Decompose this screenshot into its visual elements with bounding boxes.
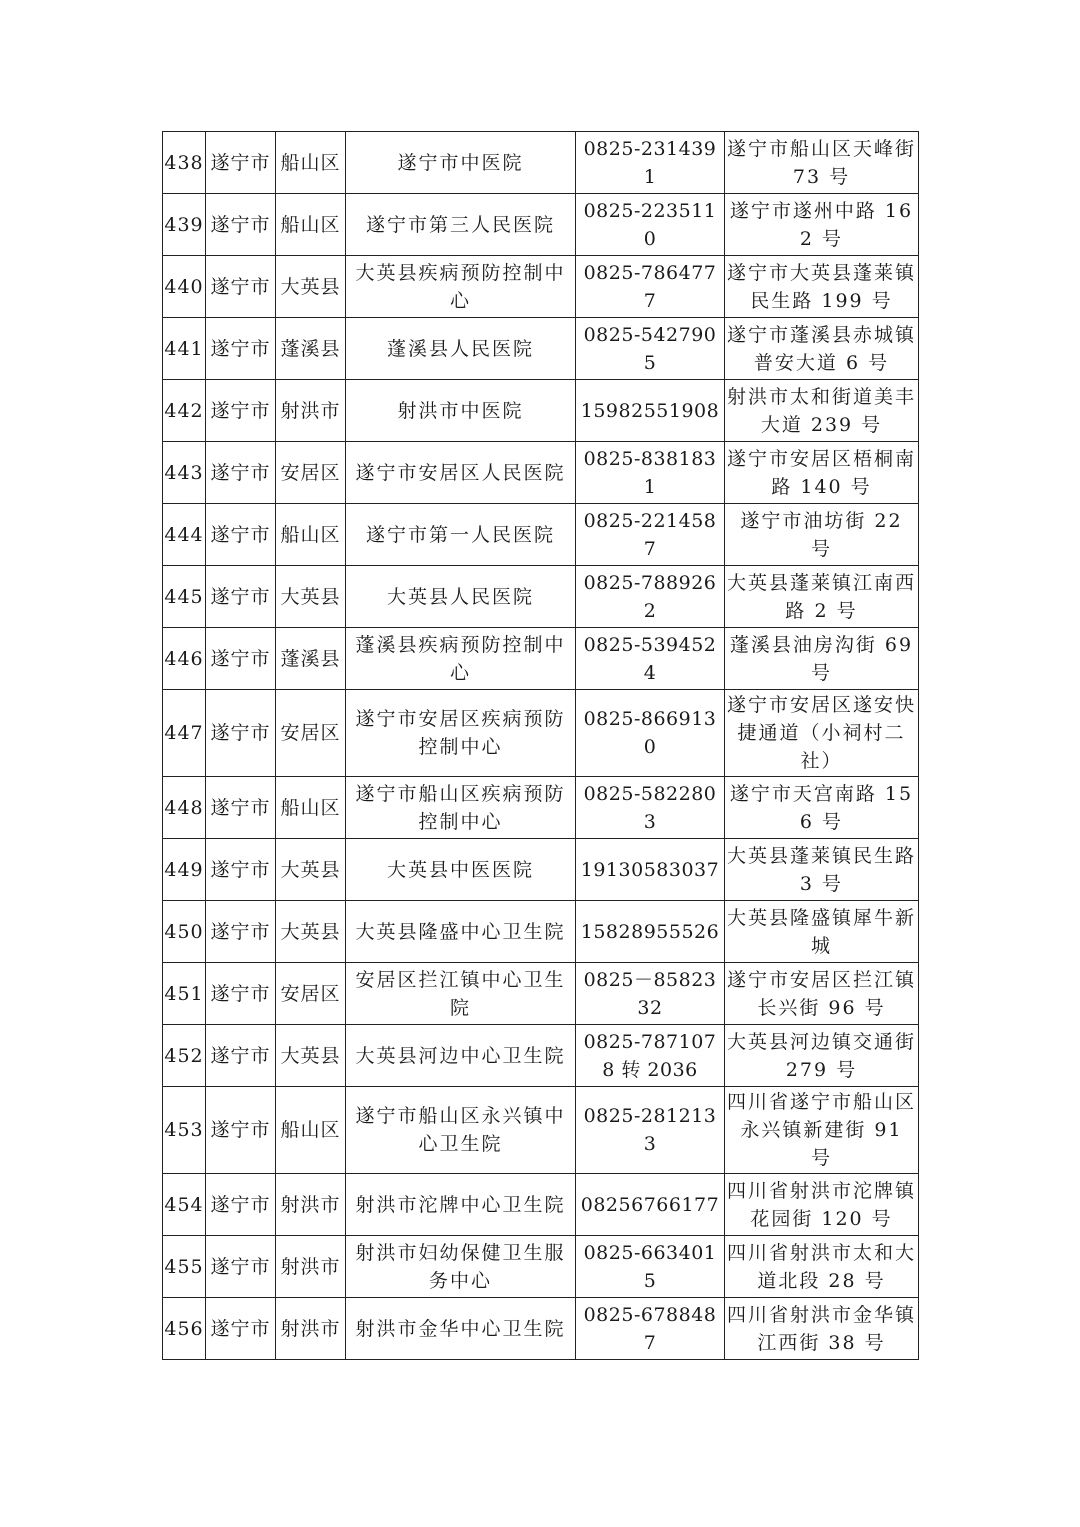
institution-name-cell: 大英县中医医院 <box>346 839 576 901</box>
district-cell: 大英县 <box>276 256 346 318</box>
phone-cell: 0825-5427905 <box>576 318 725 380</box>
institution-name-cell: 遂宁市船山区永兴镇中心卫生院 <box>346 1087 576 1174</box>
city-cell: 遂宁市 <box>206 132 276 194</box>
address-cell: 遂宁市安居区梧桐南路 140 号 <box>725 442 919 504</box>
address-cell: 遂宁市蓬溪县赤城镇普安大道 6 号 <box>725 318 919 380</box>
district-cell: 蓬溪县 <box>276 318 346 380</box>
phone-cell: 0825-6788487 <box>576 1298 725 1360</box>
hospital-table-container <box>162 131 918 1360</box>
phone-cell: 0825-2812133 <box>576 1087 725 1174</box>
row-number: 452 <box>163 1025 206 1087</box>
phone-cell: 08256766177 <box>576 1174 725 1236</box>
table-row <box>163 1236 919 1298</box>
city-cell: 遂宁市 <box>206 1236 276 1298</box>
row-number: 454 <box>163 1174 206 1236</box>
address-cell: 大英县蓬莱镇江南西路 2 号 <box>725 566 919 628</box>
city-cell: 遂宁市 <box>206 690 276 777</box>
city-cell: 遂宁市 <box>206 318 276 380</box>
address-cell: 射洪市太和街道美丰大道 239 号 <box>725 380 919 442</box>
address-cell: 遂宁市遂州中路 162 号 <box>725 194 919 256</box>
district-cell: 船山区 <box>276 194 346 256</box>
phone-cell: 0825－8582332 <box>576 963 725 1025</box>
table-body <box>163 132 919 1360</box>
row-number: 439 <box>163 194 206 256</box>
district-cell: 安居区 <box>276 963 346 1025</box>
city-cell: 遂宁市 <box>206 380 276 442</box>
city-cell: 遂宁市 <box>206 442 276 504</box>
row-number: 446 <box>163 628 206 690</box>
city-cell: 遂宁市 <box>206 628 276 690</box>
city-cell: 遂宁市 <box>206 1298 276 1360</box>
phone-cell: 0825-2314391 <box>576 132 725 194</box>
table-row <box>163 901 919 963</box>
city-cell: 遂宁市 <box>206 1087 276 1174</box>
table-row <box>163 690 919 777</box>
address-cell: 大英县隆盛镇犀牛新城 <box>725 901 919 963</box>
row-number: 443 <box>163 442 206 504</box>
address-cell: 大英县河边镇交通街 279 号 <box>725 1025 919 1087</box>
city-cell: 遂宁市 <box>206 256 276 318</box>
table-row <box>163 963 919 1025</box>
district-cell: 射洪市 <box>276 1174 346 1236</box>
row-number: 440 <box>163 256 206 318</box>
address-cell: 四川省射洪市金华镇江西街 38 号 <box>725 1298 919 1360</box>
address-cell: 遂宁市天宫南路 156 号 <box>725 777 919 839</box>
phone-cell: 0825-2235110 <box>576 194 725 256</box>
institution-name-cell: 蓬溪县人民医院 <box>346 318 576 380</box>
institution-name-cell: 遂宁市安居区疾病预防控制中心 <box>346 690 576 777</box>
row-number: 441 <box>163 318 206 380</box>
city-cell: 遂宁市 <box>206 777 276 839</box>
city-cell: 遂宁市 <box>206 963 276 1025</box>
table-row <box>163 256 919 318</box>
row-number: 445 <box>163 566 206 628</box>
city-cell: 遂宁市 <box>206 839 276 901</box>
institution-name-cell: 遂宁市第一人民医院 <box>346 504 576 566</box>
table-row <box>163 504 919 566</box>
city-cell: 遂宁市 <box>206 1174 276 1236</box>
institution-name-cell: 射洪市中医院 <box>346 380 576 442</box>
district-cell: 大英县 <box>276 901 346 963</box>
institution-name-cell: 射洪市妇幼保健卫生服务中心 <box>346 1236 576 1298</box>
phone-cell: 0825-2214587 <box>576 504 725 566</box>
district-cell: 蓬溪县 <box>276 628 346 690</box>
city-cell: 遂宁市 <box>206 901 276 963</box>
institution-name-cell: 大英县人民医院 <box>346 566 576 628</box>
institution-name-cell: 安居区拦江镇中心卫生院 <box>346 963 576 1025</box>
district-cell: 大英县 <box>276 566 346 628</box>
hospital-table <box>162 131 919 1360</box>
institution-name-cell: 射洪市沱牌中心卫生院 <box>346 1174 576 1236</box>
row-number: 442 <box>163 380 206 442</box>
phone-cell: 0825-6634015 <box>576 1236 725 1298</box>
table-row <box>163 1025 919 1087</box>
address-cell: 蓬溪县油房沟街 69 号 <box>725 628 919 690</box>
phone-cell: 0825-5394524 <box>576 628 725 690</box>
table-row <box>163 380 919 442</box>
row-number: 438 <box>163 132 206 194</box>
address-cell: 遂宁市大英县蓬莱镇民生路 199 号 <box>725 256 919 318</box>
phone-cell: 0825-5822803 <box>576 777 725 839</box>
district-cell: 船山区 <box>276 1087 346 1174</box>
institution-name-cell: 射洪市金华中心卫生院 <box>346 1298 576 1360</box>
address-cell: 四川省射洪市太和大道北段 28 号 <box>725 1236 919 1298</box>
table-row <box>163 318 919 380</box>
phone-cell: 0825-7864777 <box>576 256 725 318</box>
district-cell: 大英县 <box>276 839 346 901</box>
table-row <box>163 628 919 690</box>
phone-cell: 0825-7871078 转 2036 <box>576 1025 725 1087</box>
district-cell: 船山区 <box>276 504 346 566</box>
table-row <box>163 566 919 628</box>
table-row <box>163 132 919 194</box>
city-cell: 遂宁市 <box>206 194 276 256</box>
address-cell: 遂宁市安居区遂安快捷通道（小祠村二社） <box>725 690 919 777</box>
phone-cell: 0825-8381831 <box>576 442 725 504</box>
institution-name-cell: 遂宁市船山区疾病预防控制中心 <box>346 777 576 839</box>
row-number: 451 <box>163 963 206 1025</box>
district-cell: 大英县 <box>276 1025 346 1087</box>
city-cell: 遂宁市 <box>206 566 276 628</box>
city-cell: 遂宁市 <box>206 1025 276 1087</box>
phone-cell: 0825-7889262 <box>576 566 725 628</box>
address-cell: 四川省射洪市沱牌镇花园街 120 号 <box>725 1174 919 1236</box>
institution-name-cell: 大英县疾病预防控制中心 <box>346 256 576 318</box>
phone-cell: 15982551908 <box>576 380 725 442</box>
district-cell: 射洪市 <box>276 1236 346 1298</box>
institution-name-cell: 遂宁市安居区人民医院 <box>346 442 576 504</box>
phone-cell: 19130583037 <box>576 839 725 901</box>
institution-name-cell: 大英县隆盛中心卫生院 <box>346 901 576 963</box>
district-cell: 射洪市 <box>276 1298 346 1360</box>
table-row <box>163 777 919 839</box>
row-number: 455 <box>163 1236 206 1298</box>
table-row <box>163 1087 919 1174</box>
address-cell: 大英县蓬莱镇民生路 3 号 <box>725 839 919 901</box>
row-number: 449 <box>163 839 206 901</box>
address-cell: 遂宁市油坊街 22 号 <box>725 504 919 566</box>
phone-cell: 15828955526 <box>576 901 725 963</box>
row-number: 456 <box>163 1298 206 1360</box>
city-cell: 遂宁市 <box>206 504 276 566</box>
address-cell: 遂宁市安居区拦江镇长兴街 96 号 <box>725 963 919 1025</box>
table-row <box>163 1298 919 1360</box>
district-cell: 射洪市 <box>276 380 346 442</box>
table-row <box>163 194 919 256</box>
table-row <box>163 442 919 504</box>
district-cell: 船山区 <box>276 777 346 839</box>
institution-name-cell: 大英县河边中心卫生院 <box>346 1025 576 1087</box>
row-number: 448 <box>163 777 206 839</box>
table-row <box>163 839 919 901</box>
table-row <box>163 1174 919 1236</box>
row-number: 447 <box>163 690 206 777</box>
row-number: 444 <box>163 504 206 566</box>
phone-cell: 0825-8669130 <box>576 690 725 777</box>
institution-name-cell: 蓬溪县疾病预防控制中心 <box>346 628 576 690</box>
row-number: 453 <box>163 1087 206 1174</box>
institution-name-cell: 遂宁市第三人民医院 <box>346 194 576 256</box>
address-cell: 遂宁市船山区天峰街 73 号 <box>725 132 919 194</box>
district-cell: 安居区 <box>276 690 346 777</box>
district-cell: 船山区 <box>276 132 346 194</box>
district-cell: 安居区 <box>276 442 346 504</box>
institution-name-cell: 遂宁市中医院 <box>346 132 576 194</box>
row-number: 450 <box>163 901 206 963</box>
address-cell: 四川省遂宁市船山区永兴镇新建街 91 号 <box>725 1087 919 1174</box>
